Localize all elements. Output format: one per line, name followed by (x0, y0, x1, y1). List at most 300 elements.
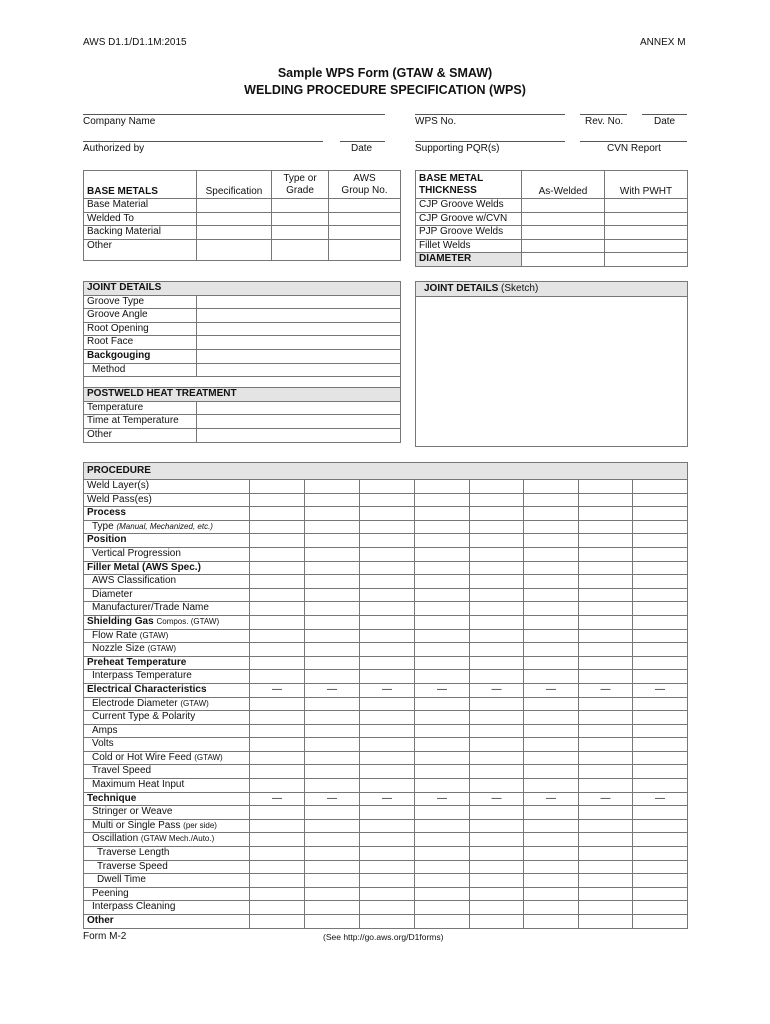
procedure-value-cell[interactable] (633, 874, 688, 888)
procedure-value-cell[interactable] (524, 602, 579, 616)
procedure-value-cell[interactable] (633, 493, 688, 507)
procedure-value-cell[interactable] (360, 738, 415, 752)
procedure-value-cell[interactable] (470, 602, 524, 616)
procedure-value-cell[interactable] (579, 670, 633, 684)
procedure-value-cell[interactable] (250, 847, 305, 861)
procedure-value-cell[interactable] (470, 507, 524, 521)
procedure-value-cell[interactable] (250, 779, 305, 793)
procedure-value-cell[interactable] (415, 561, 470, 575)
procedure-value-cell[interactable] (524, 615, 579, 629)
procedure-value-cell[interactable] (250, 819, 305, 833)
procedure-value-cell[interactable] (633, 819, 688, 833)
procedure-value-cell[interactable] (524, 520, 579, 534)
procedure-value-cell[interactable] (579, 575, 633, 589)
proc-row-label: Weld Pass(es) (84, 493, 250, 507)
procedure-value-cell[interactable] (305, 520, 360, 534)
procedure-value-cell[interactable] (524, 507, 579, 521)
procedure-value-cell[interactable] (250, 860, 305, 874)
procedure-value-cell[interactable] (579, 547, 633, 561)
procedure-value-cell[interactable] (360, 779, 415, 793)
procedure-value-cell[interactable] (579, 534, 633, 548)
procedure-value-cell[interactable] (470, 493, 524, 507)
procedure-value-cell[interactable] (415, 806, 470, 820)
procedure-value-cell[interactable] (470, 656, 524, 670)
procedure-value-cell[interactable] (524, 575, 579, 589)
procedure-value-cell[interactable] (360, 507, 415, 521)
with-pwht-col-header: With PWHT (605, 171, 688, 199)
procedure-value-cell[interactable] (579, 643, 633, 657)
date-field[interactable] (642, 114, 687, 115)
procedure-value-cell[interactable] (633, 575, 688, 589)
thickness-title: BASE METAL THICKNESS (416, 171, 522, 199)
procedure-value-cell[interactable] (633, 711, 688, 725)
procedure-value-cell[interactable] (633, 860, 688, 874)
procedure-value-cell[interactable] (305, 643, 360, 657)
procedure-value-cell[interactable] (415, 493, 470, 507)
proc-row-label: Travel Speed (84, 765, 250, 779)
aws-group-col-header: AWS Group No. (329, 171, 401, 199)
procedure-value-cell[interactable] (360, 656, 415, 670)
procedure-value-cell[interactable] (415, 901, 470, 915)
base-metal-row-label: Base Material (84, 199, 197, 213)
procedure-value-cell[interactable] (579, 751, 633, 765)
proc-row-label: Multi or Single Pass (per side) (84, 819, 250, 833)
company-name-field[interactable] (83, 114, 385, 115)
proc-row-label: Shielding Gas Compos. (GTAW) (84, 615, 250, 629)
procedure-value-cell[interactable] (250, 588, 305, 602)
procedure-value-cell[interactable] (415, 779, 470, 793)
cvn-report-label: CVN Report (607, 143, 661, 154)
procedure-value-cell[interactable] (360, 480, 415, 494)
procedure-value-cell[interactable] (250, 547, 305, 561)
procedure-value-cell[interactable] (305, 819, 360, 833)
procedure-value-cell[interactable] (415, 860, 470, 874)
procedure-value-cell[interactable] (305, 615, 360, 629)
procedure-value-cell[interactable] (250, 629, 305, 643)
proc-row-label: Technique (84, 792, 250, 806)
procedure-value-cell[interactable] (360, 901, 415, 915)
procedure-value-cell[interactable] (250, 561, 305, 575)
proc-row-label: Cold or Hot Wire Feed (GTAW) (84, 751, 250, 765)
procedure-value-cell[interactable] (360, 588, 415, 602)
procedure-value-cell[interactable] (579, 588, 633, 602)
procedure-value-cell[interactable] (415, 887, 470, 901)
procedure-value-cell[interactable] (579, 615, 633, 629)
procedure-value-cell[interactable] (250, 724, 305, 738)
procedure-value-cell[interactable] (633, 670, 688, 684)
procedure-value-cell[interactable] (250, 670, 305, 684)
procedure-value-cell[interactable] (579, 765, 633, 779)
procedure-value-cell[interactable] (470, 520, 524, 534)
procedure-value-cell[interactable] (524, 493, 579, 507)
authorized-date-field[interactable] (340, 141, 385, 142)
procedure-value-cell[interactable] (470, 643, 524, 657)
procedure-value-cell[interactable] (633, 588, 688, 602)
proc-row-label: AWS Classification (84, 575, 250, 589)
procedure-value-cell[interactable] (360, 561, 415, 575)
procedure-value-cell[interactable] (524, 724, 579, 738)
proc-row-label: Dwell Time (84, 874, 250, 888)
procedure-value-cell[interactable] (524, 561, 579, 575)
procedure-value-cell[interactable] (579, 520, 633, 534)
company-name-label: Company Name (83, 116, 156, 127)
procedure-value-cell[interactable] (305, 779, 360, 793)
procedure-value-cell[interactable] (470, 751, 524, 765)
procedure-value-cell[interactable] (579, 480, 633, 494)
procedure-value-cell[interactable] (524, 588, 579, 602)
procedure-value-cell[interactable] (470, 779, 524, 793)
procedure-value-cell[interactable] (305, 724, 360, 738)
procedure-value-cell: — (360, 792, 415, 806)
procedure-value-cell[interactable] (250, 656, 305, 670)
procedure-value-cell[interactable] (524, 887, 579, 901)
procedure-value-cell[interactable] (633, 779, 688, 793)
proc-row-label: Current Type & Polarity (84, 711, 250, 725)
procedure-value-cell[interactable] (470, 670, 524, 684)
procedure-value-cell[interactable] (415, 602, 470, 616)
procedure-value-cell[interactable] (305, 629, 360, 643)
pwht-row-label: Temperature (84, 401, 197, 415)
procedure-value-cell[interactable] (524, 860, 579, 874)
procedure-value-cell[interactable] (633, 534, 688, 548)
procedure-value-cell[interactable] (415, 656, 470, 670)
procedure-value-cell[interactable] (579, 847, 633, 861)
procedure-value-cell[interactable] (633, 738, 688, 752)
procedure-value-cell[interactable] (305, 751, 360, 765)
procedure-table (83, 462, 688, 929)
procedure-value-cell[interactable] (360, 629, 415, 643)
rev-no-field[interactable] (580, 114, 627, 115)
joint-row-label: Groove Angle (84, 309, 197, 323)
procedure-value-cell[interactable] (470, 697, 524, 711)
procedure-value-cell[interactable] (250, 751, 305, 765)
base-metals-table (83, 170, 401, 261)
procedure-value-cell[interactable] (524, 751, 579, 765)
procedure-value-cell[interactable] (415, 874, 470, 888)
procedure-value-cell[interactable] (524, 534, 579, 548)
procedure-value-cell[interactable] (250, 711, 305, 725)
procedure-value-cell[interactable] (633, 901, 688, 915)
procedure-value-cell[interactable] (360, 860, 415, 874)
procedure-value-cell[interactable] (415, 847, 470, 861)
procedure-value-cell[interactable] (524, 765, 579, 779)
procedure-value-cell[interactable] (524, 874, 579, 888)
procedure-value-cell[interactable] (305, 874, 360, 888)
procedure-value-cell[interactable] (250, 874, 305, 888)
joint-row-label: Root Opening (84, 322, 197, 336)
procedure-value-cell[interactable] (633, 697, 688, 711)
procedure-value-cell[interactable] (360, 643, 415, 657)
procedure-value-cell[interactable] (524, 697, 579, 711)
procedure-value-cell[interactable] (524, 643, 579, 657)
procedure-value-cell[interactable] (415, 724, 470, 738)
procedure-value-cell[interactable] (360, 751, 415, 765)
proc-row-label: Traverse Length (84, 847, 250, 861)
procedure-value-cell[interactable] (470, 724, 524, 738)
procedure-value-cell[interactable] (633, 629, 688, 643)
procedure-value-cell[interactable] (305, 507, 360, 521)
procedure-value-cell[interactable] (633, 602, 688, 616)
procedure-value-cell[interactable] (579, 779, 633, 793)
procedure-value-cell[interactable] (470, 534, 524, 548)
procedure-value-cell[interactable] (470, 847, 524, 861)
procedure-value-cell[interactable] (470, 901, 524, 915)
proc-row-label: Traverse Speed (84, 860, 250, 874)
procedure-value-cell[interactable] (305, 561, 360, 575)
procedure-value-cell[interactable] (470, 833, 524, 847)
procedure-value-cell[interactable] (250, 520, 305, 534)
procedure-value-cell[interactable] (470, 629, 524, 643)
procedure-value-cell: — (305, 683, 360, 697)
procedure-value-cell[interactable] (579, 493, 633, 507)
procedure-value-cell[interactable] (470, 547, 524, 561)
procedure-value-cell[interactable] (633, 847, 688, 861)
procedure-value-cell[interactable] (415, 520, 470, 534)
cvn-report-field[interactable] (580, 141, 687, 142)
procedure-value-cell[interactable] (360, 833, 415, 847)
procedure-value-cell[interactable] (579, 901, 633, 915)
procedure-value-cell[interactable] (470, 806, 524, 820)
procedure-value-cell[interactable] (415, 738, 470, 752)
procedure-value-cell[interactable] (415, 670, 470, 684)
procedure-value-cell[interactable] (360, 915, 415, 929)
proc-row-label: Type (Manual, Mechanized, etc.) (84, 520, 250, 534)
procedure-value-cell: — (305, 792, 360, 806)
procedure-value-cell[interactable] (305, 765, 360, 779)
procedure-value-cell[interactable] (305, 887, 360, 901)
procedure-value-cell[interactable] (250, 901, 305, 915)
procedure-value-cell[interactable] (470, 575, 524, 589)
proc-row-label: Volts (84, 738, 250, 752)
procedure-value-cell[interactable] (305, 670, 360, 684)
procedure-value-cell[interactable] (524, 629, 579, 643)
procedure-value-cell[interactable] (524, 670, 579, 684)
procedure-value-cell[interactable] (305, 738, 360, 752)
procedure-value-cell[interactable] (250, 887, 305, 901)
procedure-value-cell[interactable] (579, 915, 633, 929)
procedure-value-cell: — (633, 792, 688, 806)
procedure-value-cell[interactable] (415, 629, 470, 643)
procedure-value-cell[interactable] (360, 534, 415, 548)
procedure-value-cell[interactable] (415, 507, 470, 521)
procedure-value-cell[interactable] (524, 738, 579, 752)
procedure-value-cell[interactable] (305, 915, 360, 929)
procedure-value-cell[interactable] (633, 765, 688, 779)
procedure-value-cell[interactable] (524, 819, 579, 833)
procedure-value-cell[interactable] (633, 507, 688, 521)
procedure-value-cell[interactable] (360, 806, 415, 820)
procedure-value-cell[interactable] (415, 915, 470, 929)
proc-row-label: Interpass Cleaning (84, 901, 250, 915)
joint-row-label: Groove Type (84, 295, 197, 309)
procedure-value-cell[interactable] (305, 575, 360, 589)
procedure-value-cell[interactable] (470, 615, 524, 629)
procedure-value-cell[interactable] (250, 738, 305, 752)
procedure-value-cell[interactable] (524, 656, 579, 670)
procedure-value-cell[interactable] (633, 656, 688, 670)
procedure-value-cell[interactable] (470, 711, 524, 725)
procedure-value-cell[interactable] (305, 656, 360, 670)
procedure-value-cell[interactable] (633, 480, 688, 494)
procedure-value-cell[interactable] (524, 779, 579, 793)
procedure-value-cell[interactable] (579, 561, 633, 575)
procedure-value-cell[interactable] (633, 520, 688, 534)
procedure-value-cell: — (579, 683, 633, 697)
procedure-value-cell[interactable] (470, 480, 524, 494)
procedure-value-cell[interactable] (633, 833, 688, 847)
procedure-value-cell[interactable] (360, 765, 415, 779)
joint-sketch-box[interactable] (415, 281, 688, 447)
procedure-value-cell[interactable] (305, 493, 360, 507)
see-link[interactable]: (See http://go.aws.org/D1forms) (323, 932, 444, 942)
procedure-value-cell[interactable] (360, 819, 415, 833)
procedure-value-cell[interactable] (250, 765, 305, 779)
procedure-value-cell[interactable] (360, 493, 415, 507)
procedure-value-cell[interactable] (415, 480, 470, 494)
procedure-value-cell[interactable] (470, 819, 524, 833)
procedure-value-cell[interactable] (250, 615, 305, 629)
procedure-value-cell[interactable] (250, 833, 305, 847)
thickness-table (415, 170, 688, 267)
procedure-value-cell[interactable] (305, 534, 360, 548)
base-metal-row-label: Other (84, 239, 197, 260)
procedure-value-cell[interactable] (579, 874, 633, 888)
procedure-value-cell[interactable] (524, 847, 579, 861)
procedure-value-cell[interactable] (579, 507, 633, 521)
thickness-row-label: PJP Groove Welds (416, 226, 522, 240)
procedure-value-cell[interactable] (360, 615, 415, 629)
procedure-value-cell[interactable] (360, 874, 415, 888)
pwht-row-label: Time at Temperature (84, 415, 197, 429)
procedure-value-cell[interactable] (633, 615, 688, 629)
procedure-value-cell[interactable] (360, 670, 415, 684)
base-metal-row-label: Welded To (84, 212, 197, 226)
procedure-value-cell: — (470, 683, 524, 697)
procedure-value-cell[interactable] (524, 711, 579, 725)
procedure-value-cell[interactable] (579, 629, 633, 643)
procedure-value-cell[interactable] (524, 833, 579, 847)
procedure-value-cell[interactable] (360, 724, 415, 738)
procedure-value-cell[interactable] (470, 765, 524, 779)
procedure-value-cell[interactable] (305, 860, 360, 874)
procedure-value-cell[interactable] (579, 819, 633, 833)
procedure-value-cell[interactable] (415, 711, 470, 725)
proc-row-label: Other (84, 915, 250, 929)
procedure-value-cell[interactable] (415, 575, 470, 589)
procedure-value-cell[interactable] (415, 751, 470, 765)
procedure-value-cell[interactable] (250, 507, 305, 521)
procedure-value-cell[interactable] (415, 643, 470, 657)
procedure-value-cell[interactable] (470, 860, 524, 874)
procedure-value-cell[interactable] (470, 561, 524, 575)
procedure-value-cell[interactable] (415, 697, 470, 711)
procedure-value-cell[interactable] (579, 833, 633, 847)
procedure-value-cell[interactable] (250, 806, 305, 820)
procedure-value-cell[interactable] (579, 887, 633, 901)
procedure-value-cell: — (250, 792, 305, 806)
procedure-value-cell[interactable] (470, 915, 524, 929)
procedure-value-cell[interactable] (360, 887, 415, 901)
procedure-value-cell[interactable] (360, 602, 415, 616)
procedure-value-cell[interactable] (415, 819, 470, 833)
procedure-value-cell[interactable] (415, 534, 470, 548)
procedure-value-cell[interactable] (250, 643, 305, 657)
document-code: AWS D1.1/D1.1M:2015 (83, 37, 187, 48)
procedure-value-cell[interactable] (415, 765, 470, 779)
procedure-value-cell[interactable] (305, 847, 360, 861)
procedure-value-cell[interactable] (360, 697, 415, 711)
procedure-value-cell[interactable] (633, 561, 688, 575)
procedure-value-cell[interactable] (633, 887, 688, 901)
procedure-value-cell[interactable] (524, 480, 579, 494)
procedure-value-cell[interactable] (305, 901, 360, 915)
procedure-value-cell[interactable] (305, 697, 360, 711)
procedure-value-cell[interactable] (305, 588, 360, 602)
procedure-value-cell[interactable] (415, 833, 470, 847)
procedure-value-cell[interactable] (579, 656, 633, 670)
supporting-pqr-field[interactable] (415, 141, 565, 142)
procedure-value-cell[interactable] (633, 915, 688, 929)
procedure-value-cell[interactable] (415, 588, 470, 602)
procedure-value-cell[interactable] (633, 751, 688, 765)
procedure-value-cell[interactable] (579, 697, 633, 711)
procedure-value-cell[interactable] (579, 860, 633, 874)
procedure-value-cell[interactable] (250, 575, 305, 589)
procedure-value-cell[interactable] (524, 547, 579, 561)
procedure-value-cell[interactable] (579, 806, 633, 820)
procedure-value-cell[interactable] (360, 711, 415, 725)
proc-row-label: Filler Metal (AWS Spec.) (84, 561, 250, 575)
procedure-value-cell[interactable] (360, 520, 415, 534)
procedure-value-cell[interactable] (360, 547, 415, 561)
procedure-value-cell[interactable] (250, 602, 305, 616)
as-welded-col-header: As-Welded (522, 171, 605, 199)
procedure-value-cell[interactable] (633, 547, 688, 561)
procedure-value-cell[interactable] (579, 724, 633, 738)
procedure-value-cell[interactable] (524, 806, 579, 820)
procedure-value-cell[interactable] (250, 493, 305, 507)
procedure-value-cell[interactable] (415, 547, 470, 561)
procedure-value-cell[interactable] (415, 615, 470, 629)
procedure-value-cell[interactable] (524, 915, 579, 929)
procedure-value-cell[interactable] (250, 697, 305, 711)
procedure-value-cell[interactable] (360, 575, 415, 589)
procedure-value-cell[interactable] (633, 806, 688, 820)
procedure-value-cell[interactable] (360, 847, 415, 861)
procedure-value-cell[interactable] (250, 534, 305, 548)
procedure-value-cell[interactable] (579, 738, 633, 752)
procedure-value-cell[interactable] (633, 643, 688, 657)
procedure-value-cell[interactable] (305, 480, 360, 494)
procedure-value-cell[interactable] (305, 547, 360, 561)
procedure-value-cell[interactable] (579, 711, 633, 725)
procedure-value-cell[interactable] (579, 602, 633, 616)
procedure-value-cell[interactable] (250, 915, 305, 929)
wps-no-field[interactable] (415, 114, 565, 115)
authorized-by-field[interactable] (83, 141, 323, 142)
procedure-value-cell[interactable] (305, 711, 360, 725)
procedure-value-cell[interactable] (305, 602, 360, 616)
procedure-value-cell[interactable] (470, 874, 524, 888)
procedure-value-cell[interactable] (305, 833, 360, 847)
procedure-value-cell[interactable] (250, 480, 305, 494)
procedure-value-cell[interactable] (305, 806, 360, 820)
procedure-value-cell[interactable] (470, 588, 524, 602)
procedure-value-cell[interactable] (633, 724, 688, 738)
procedure-value-cell[interactable] (470, 887, 524, 901)
procedure-value-cell[interactable] (524, 901, 579, 915)
procedure-value-cell[interactable] (470, 738, 524, 752)
